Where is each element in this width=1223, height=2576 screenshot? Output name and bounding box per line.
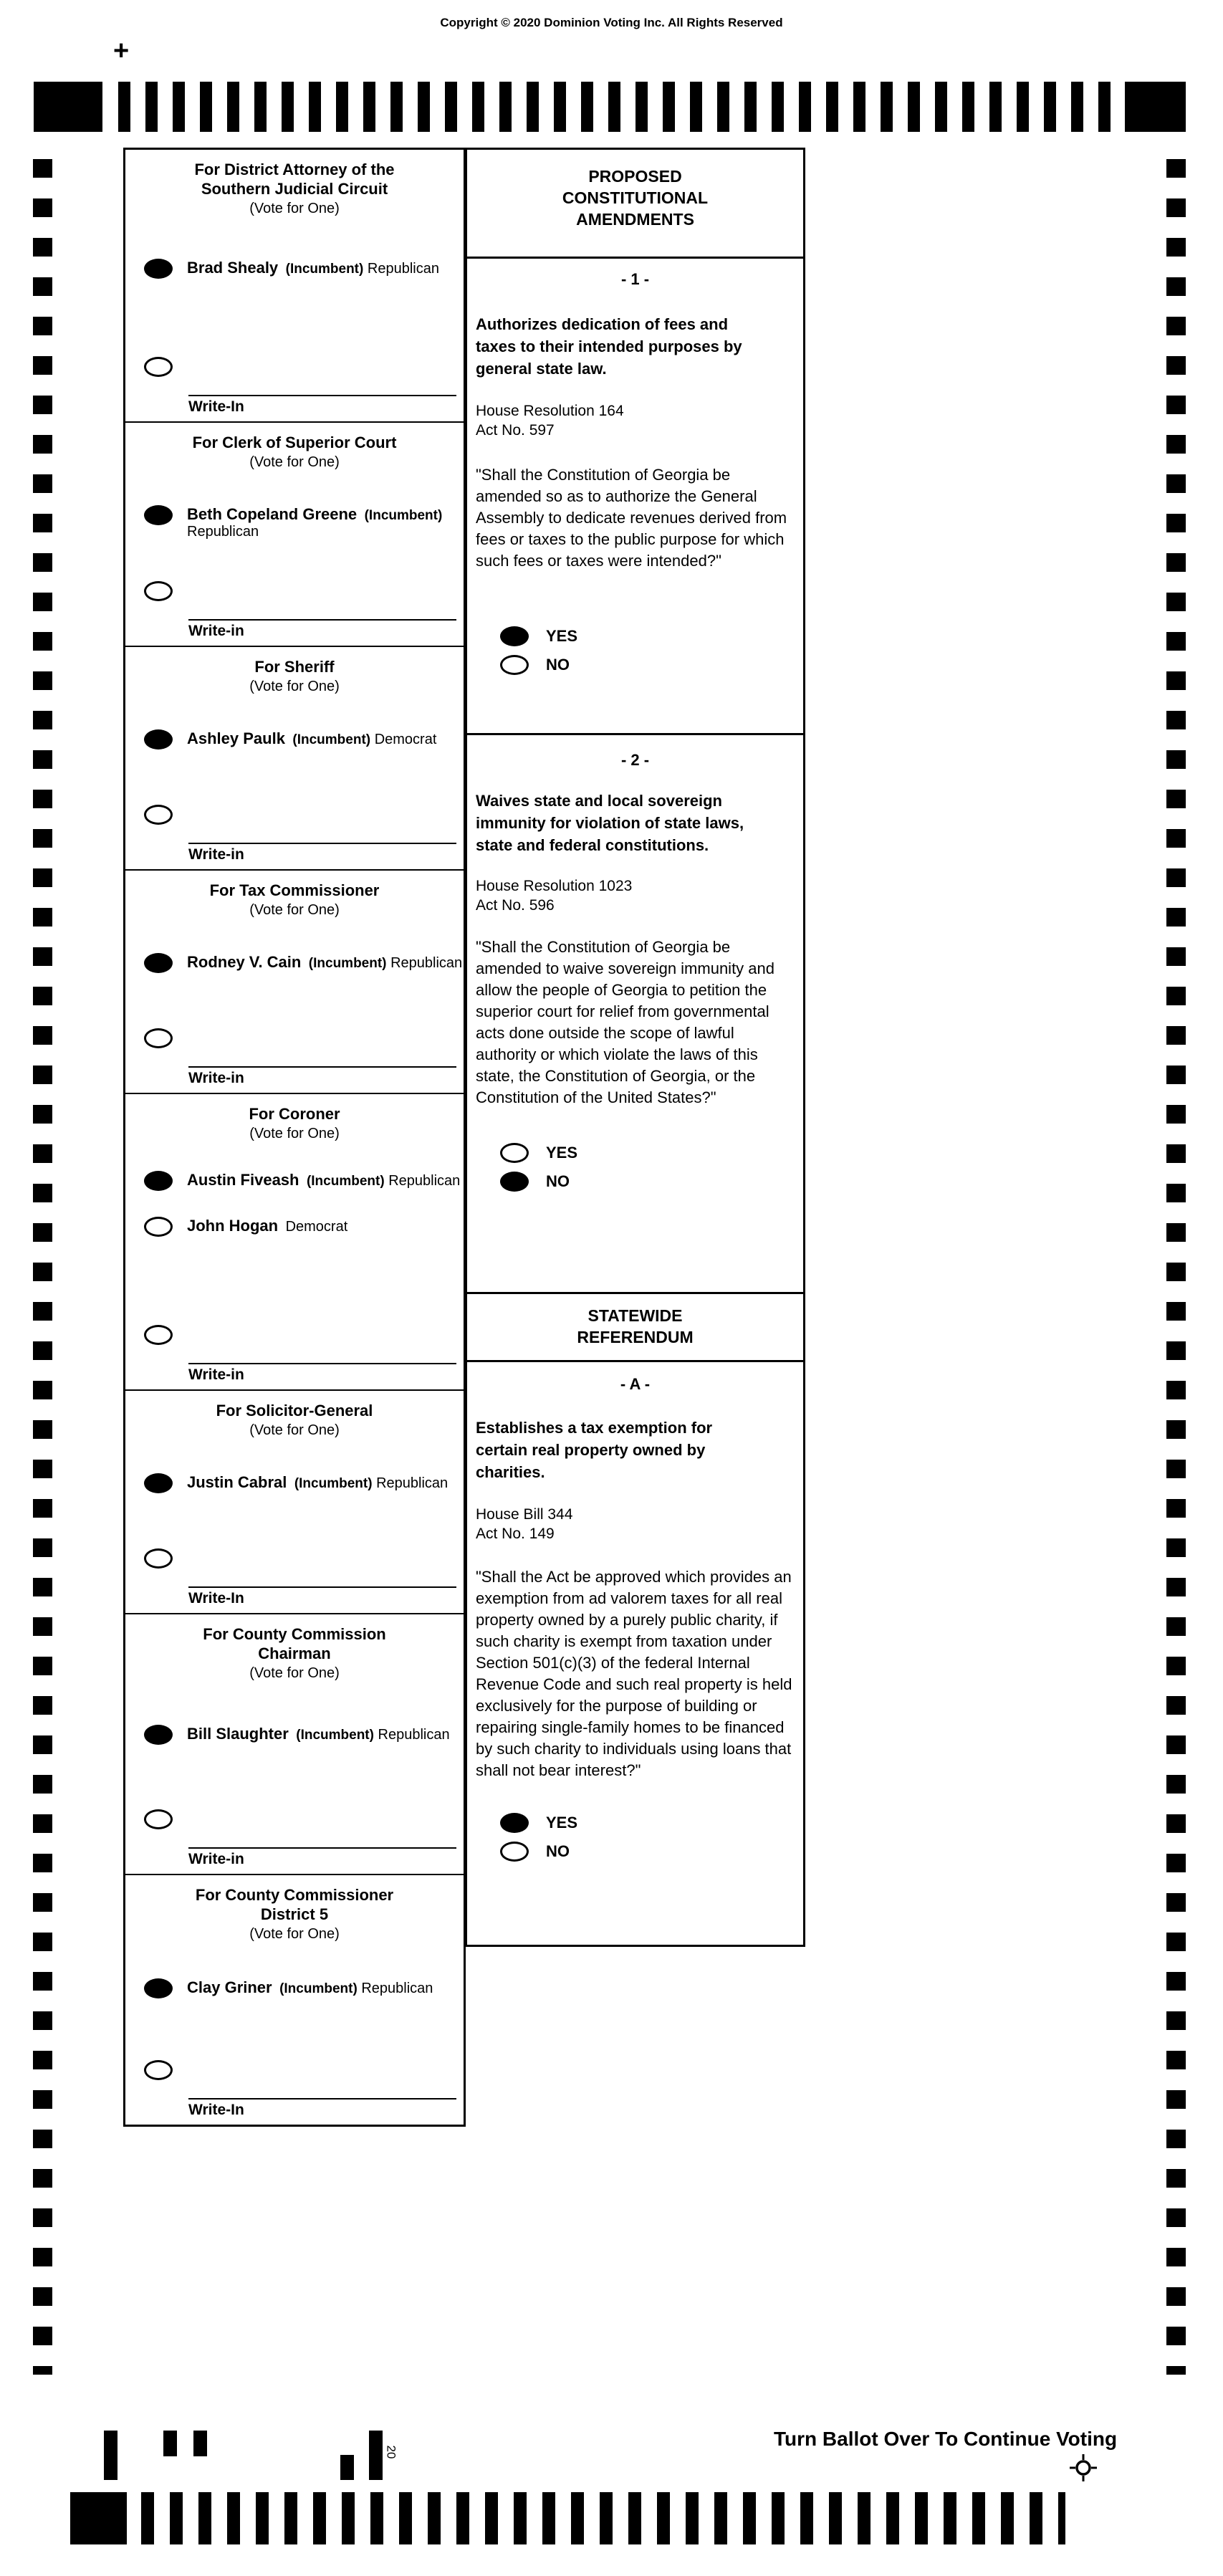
ballot-id-mark	[340, 2455, 354, 2480]
candidate-row	[144, 729, 464, 750]
measure-summary: Authorizes dedication of fees and taxes to their intended purposes by general state law.	[476, 315, 742, 378]
timing-block-top-right	[1125, 82, 1186, 132]
contest-county-commissioner-district-5	[125, 1885, 464, 2125]
ballot-id-mark	[163, 2431, 177, 2456]
vote-for-instruction: (Vote for One)	[249, 201, 340, 216]
candidate-oval-filled[interactable]	[144, 729, 173, 750]
contest-coroner	[125, 1104, 464, 1391]
timing-marks-top	[118, 82, 1126, 132]
write-in-oval[interactable]	[144, 1028, 173, 1048]
no-label: NO	[546, 656, 570, 674]
measure-question: "Shall the Constitution of Georgia be amended to waive sovereign immunity and allow the people of Georgia to petition the superior court for relief from governmental acts done outside the scope of lawful authority or which violate the laws of this state, the Constitution of Georgia, or the Constitution of the United States?"	[476, 938, 775, 1106]
candidate-name: John Hogan	[187, 1217, 279, 1235]
write-in-line[interactable]: Write-In	[188, 1586, 456, 1607]
write-in-line[interactable]: Write-in	[188, 1363, 456, 1384]
candidate-name: Brad Shealy	[187, 259, 279, 277]
candidate-detail: (Incumbent) Republican	[294, 1475, 449, 1491]
turn-ballot-over-text: Turn Ballot Over To Continue Voting	[774, 2428, 1118, 2450]
contest-solicitor-general	[125, 1401, 464, 1614]
candidate-row	[144, 505, 464, 540]
measure-number: - 2 -	[620, 751, 650, 769]
ballot-id-mark	[369, 2431, 383, 2480]
candidate-row	[144, 953, 464, 973]
measure-question: "Shall the Constitution of Georgia be amended so as to authorize the General Assembly to dedicate revenues derived from fees or taxes to the public purpose for which such fees or taxes were intended?"	[476, 466, 787, 570]
candidate-name: Beth Copeland Greene	[187, 505, 358, 523]
yes-label: YES	[546, 1814, 578, 1832]
candidate-detail: (Incumbent) Republican	[296, 1727, 450, 1743]
vote-for-instruction: (Vote for One)	[249, 902, 340, 918]
write-in-oval[interactable]	[144, 357, 173, 377]
no-oval[interactable]	[500, 655, 529, 675]
write-in-oval[interactable]	[144, 581, 173, 601]
no-label: NO	[546, 1842, 570, 1860]
candidate-name: Justin Cabral	[187, 1473, 287, 1491]
measure-reference: House Bill 344 Act No. 149	[476, 1506, 573, 1542]
candidate-name: Austin Fiveash	[187, 1171, 299, 1189]
measure-summary: Establishes a tax exemption for certain real property owned by charities.	[476, 1419, 713, 1481]
candidate-oval-filled[interactable]	[144, 259, 173, 279]
measure-number: - 1 -	[620, 270, 650, 288]
registration-plus-mark: +	[113, 36, 130, 66]
yes-label: YES	[546, 627, 578, 645]
candidate-detail: (Incumbent) Republican	[279, 1981, 433, 1996]
candidate-oval-filled[interactable]	[144, 1473, 173, 1493]
contest-title: For Coroner	[249, 1105, 340, 1123]
candidate-name: Bill Slaughter	[187, 1725, 289, 1743]
write-in-line[interactable]: Write-in	[188, 1847, 456, 1868]
candidate-oval-filled[interactable]	[144, 1171, 173, 1191]
contest-title: For Clerk of Superior Court	[192, 434, 397, 451]
candidate-detail: Democrat	[285, 1219, 348, 1235]
candidate-row	[144, 1725, 464, 1745]
candidate-row	[144, 1217, 464, 1237]
write-in-oval[interactable]	[144, 1325, 173, 1345]
ballot-id-mark	[104, 2431, 117, 2480]
timing-block-top-left	[34, 82, 102, 132]
no-label: NO	[546, 1172, 570, 1190]
write-in-oval[interactable]	[144, 1548, 173, 1569]
candidate-detail: (Incumbent) Republican	[285, 261, 439, 277]
column-number-label: 20	[384, 2445, 398, 2459]
write-in-oval[interactable]	[144, 805, 173, 825]
contest-tax-commissioner	[125, 881, 464, 1094]
no-oval-filled[interactable]	[500, 1172, 529, 1192]
contest-title: For Solicitor-General	[216, 1402, 373, 1419]
candidate-oval-filled[interactable]	[144, 505, 173, 525]
measure-summary: Waives state and local sovereign immunity for violation of state laws, state and federal constitutions.	[476, 792, 744, 854]
yes-oval-filled[interactable]	[500, 1813, 529, 1833]
candidate-oval-filled[interactable]	[144, 953, 173, 973]
contest-title: For District Attorney of the Southern Judicial Circuit	[194, 161, 395, 198]
write-in-line[interactable]: Write-In	[188, 395, 456, 416]
amendments-header: PROPOSED CONSTITUTIONAL AMENDMENTS	[467, 150, 803, 259]
vote-for-instruction: (Vote for One)	[249, 1665, 340, 1681]
yes-oval-filled[interactable]	[500, 626, 529, 646]
no-option-row	[500, 1842, 803, 1862]
contest-title: For County Commissioner District 5	[195, 1886, 394, 1923]
vote-for-instruction: (Vote for One)	[249, 454, 340, 470]
contest-sheriff	[125, 657, 464, 871]
contest-county-commission-chairman	[125, 1624, 464, 1875]
write-in-oval[interactable]	[144, 1809, 173, 1829]
vote-for-instruction: (Vote for One)	[249, 679, 340, 694]
yes-option-row	[500, 1143, 803, 1163]
contest-title: For County Commission Chairman	[203, 1625, 386, 1662]
registration-target-icon	[1069, 2453, 1098, 2486]
candidate-detail: (Incumbent) Democrat	[292, 732, 437, 747]
measure-referendum-a	[467, 1375, 803, 1945]
yes-oval[interactable]	[500, 1143, 529, 1163]
contest-title: For Sheriff	[254, 658, 335, 676]
contests-column	[123, 148, 466, 2127]
ballot-id-mark	[193, 2431, 207, 2456]
measure-amendment-2	[467, 751, 803, 1294]
candidate-name: Ashley Paulk	[187, 729, 285, 747]
measure-reference: House Resolution 1023 Act No. 596	[476, 878, 633, 914]
write-in-line[interactable]: Write-In	[188, 2098, 456, 2119]
candidate-detail: (Incumbent) Republican	[308, 955, 463, 971]
candidate-detail: (Incumbent) Republican	[306, 1173, 461, 1189]
candidate-row	[144, 259, 464, 279]
vote-for-instruction: (Vote for One)	[249, 1422, 340, 1438]
candidate-row	[144, 1978, 464, 1998]
referendum-header: STATEWIDE REFERENDUM	[467, 1294, 803, 1362]
measure-question: "Shall the Act be approved which provides an exemption from ad valorem taxes for all real property owned by a purely public charity, if such charity is exempt from taxation under Section 501(c)(3) of the federal Internal Revenue Code and such real property is held exclusively for the purpose of building or repairing single-family homes to be financed by such charity to individuals using loans that shall not bear interest?"	[476, 1568, 792, 1779]
vote-for-instruction: (Vote for One)	[249, 1926, 340, 1942]
copyright-text: Copyright © 2020 Dominion Voting Inc. All Rights Reserved	[440, 16, 783, 29]
measures-column	[465, 148, 805, 1947]
contest-title: For Tax Commissioner	[209, 881, 380, 899]
write-in-line[interactable]: Write-in	[188, 843, 456, 863]
no-option-row	[500, 655, 803, 675]
no-option-row	[500, 1172, 803, 1192]
no-oval[interactable]	[500, 1842, 529, 1862]
measure-amendment-1	[467, 270, 803, 735]
yes-option-row	[500, 1813, 803, 1833]
write-in-line[interactable]: Write-in	[188, 619, 456, 640]
candidate-detail: (Incumbent) Republican	[187, 508, 443, 540]
measure-reference: House Resolution 164 Act No. 597	[476, 403, 624, 439]
candidate-oval-filled[interactable]	[144, 1725, 173, 1745]
yes-option-row	[500, 626, 803, 646]
measure-number: - A -	[620, 1375, 651, 1393]
contest-clerk-superior-court	[125, 433, 464, 647]
vote-for-instruction: (Vote for One)	[249, 1126, 340, 1141]
timing-block-bottom-left	[70, 2492, 127, 2544]
contest-district-attorney	[125, 160, 464, 423]
write-in-oval[interactable]	[144, 2060, 173, 2080]
candidate-row	[144, 1473, 464, 1493]
timing-marks-bottom	[141, 2492, 1065, 2544]
candidate-oval-filled[interactable]	[144, 1978, 173, 1998]
candidate-name: Rodney V. Cain	[187, 953, 302, 971]
candidate-name: Clay Griner	[187, 1978, 272, 1996]
write-in-line[interactable]: Write-in	[188, 1066, 456, 1087]
timing-marks-left	[33, 159, 52, 2375]
candidate-row	[144, 1171, 464, 1191]
yes-label: YES	[546, 1144, 578, 1162]
candidate-oval[interactable]	[144, 1217, 173, 1237]
timing-marks-right	[1166, 159, 1186, 2375]
